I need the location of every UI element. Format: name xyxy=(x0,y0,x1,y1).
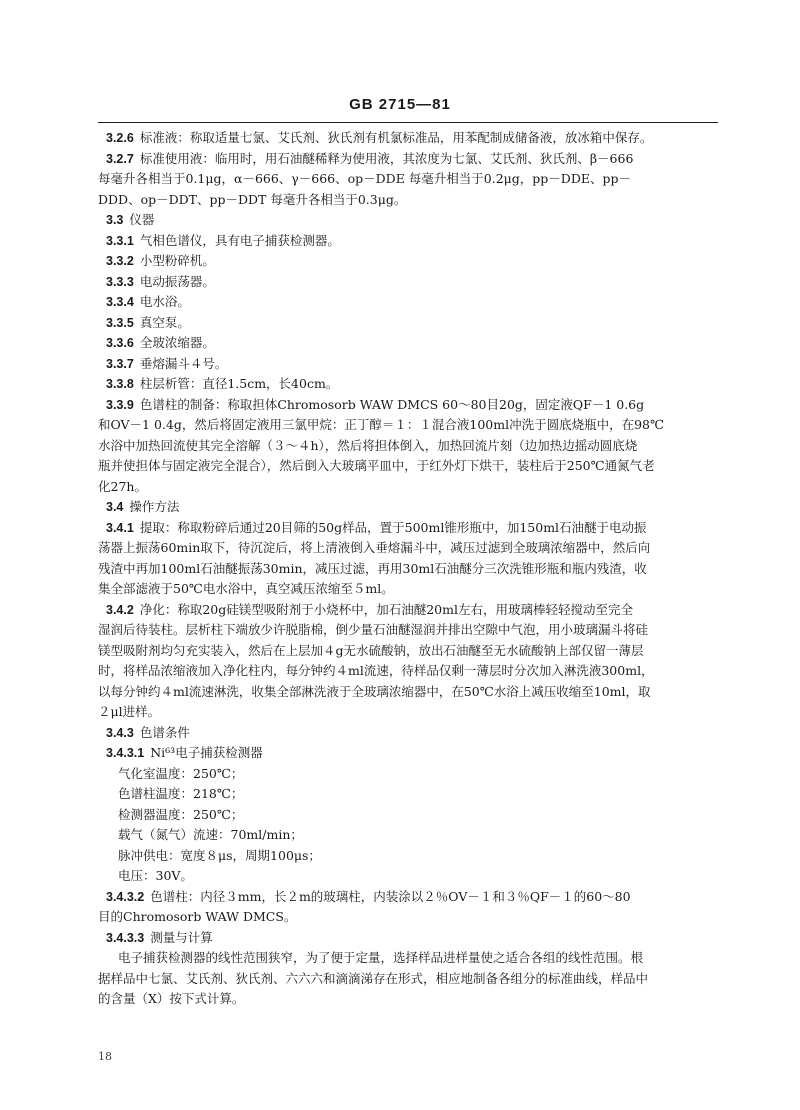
text-line xyxy=(98,538,718,559)
clause-text: 载气（氮气）流速：70ml/min； xyxy=(118,827,303,842)
clause-text: 标准使用液：临用时，用石油醚稀释为使用液，其浓度为七氯、艾氏剂、狄氏剂、β－666 xyxy=(139,150,634,166)
clause-text: 电压：30V。 xyxy=(118,868,193,883)
clause-text: 电动振荡器。 xyxy=(139,273,215,289)
clause-number: 3.2.7 xyxy=(106,151,134,166)
clause-number: 3.3.7 xyxy=(106,356,134,371)
text-line xyxy=(98,702,718,723)
clause-text: 色谱条件 xyxy=(139,724,190,740)
clause-number: 3.3.4 xyxy=(106,295,134,309)
text-line xyxy=(98,784,718,805)
text-line xyxy=(98,251,718,272)
text-line xyxy=(98,354,718,375)
text-line xyxy=(98,313,718,334)
text-line xyxy=(98,948,718,969)
text-line xyxy=(98,231,718,252)
text-line xyxy=(98,969,718,990)
clause-number: 3.4.2 xyxy=(106,602,134,617)
text-line xyxy=(98,210,718,231)
clause-text: 测量与计算 xyxy=(150,929,213,945)
clause-number: 3.3.6 xyxy=(106,336,134,350)
text-line xyxy=(98,661,718,682)
clause-text: 化27h。 xyxy=(98,478,147,494)
text-line xyxy=(98,518,718,539)
clause-text: 据样品中七氯、艾氏剂、狄氏剂、六六六和滴滴涕存在形式，相应地制备各组分的标准曲线，样品中 xyxy=(98,970,649,986)
clause-text: 提取：称取粉碎后通过20目筛的50g样品，置于500ml锥形瓶中，加150ml石油醚于电动振 xyxy=(139,519,647,535)
text-line xyxy=(98,723,718,744)
clause-text: 和OV－1 0.4g，然后将固定液用三氯甲烷：正丁醇＝１：１混合液100ml冲洗于圆底烧瓶中，在98℃ xyxy=(98,417,664,432)
clause-text: 仪器 xyxy=(129,212,155,227)
clause-text: 操作方法 xyxy=(129,499,180,514)
page-number: 18 xyxy=(98,1050,112,1063)
clause-text: 时，将样品浓缩液加入净化柱内，每分钟约４ml流速，待样品仅剩一薄层时分次加入淋洗液300ml， xyxy=(98,663,654,678)
text-line xyxy=(98,559,718,580)
text-line xyxy=(98,497,718,518)
text-line xyxy=(98,846,718,867)
clause-text: 镁型吸附剂均匀充实装入，然后在上层加４g无水硫酸钠，放出石油醚至无水硫酸钠上部仅留一薄层 xyxy=(98,642,644,658)
clause-text: 小型粉碎机。 xyxy=(139,253,215,268)
text-line xyxy=(98,333,718,354)
text-line xyxy=(98,764,718,785)
clause-text: 电子捕获检测器的线性范围狭窄，为了便于定量，选择样品进样量使之适合各组的线性范围。根 xyxy=(118,950,644,965)
clause-text: 目的Chromosorb WAW DMCS。 xyxy=(98,909,297,924)
clause-text: 残渣中再加100ml石油醚振荡30min，减压过滤，再用30ml石油醚分三次洗锥形瓶和瓶内残渣，收 xyxy=(98,560,647,576)
clause-text: 净化：称取20g硅镁型吸附剂于小烧杯中，加石油醚20ml左右，用玻璃棒轻轻搅动至完全 xyxy=(139,601,633,617)
clause-number: 3.3 xyxy=(106,213,124,227)
clause-number: 3.4.3.1 xyxy=(106,746,145,760)
text-line xyxy=(98,436,718,457)
clause-text: 柱层析管：直径1.5cm，长40cm。 xyxy=(139,376,339,391)
clause-text: 集全部滤液于50℃电水浴中，真空减压浓缩至５ml。 xyxy=(98,581,394,596)
clause-text: 检测器温度：250℃； xyxy=(118,806,244,822)
clause-number: 3.3.1 xyxy=(106,233,134,248)
clause-text: 瓶并使担体与固定液完全混合），然后倒入大玻璃平皿中，于红外灯下烘干，装柱后于250℃通氮气老 xyxy=(98,458,655,473)
clause-number: 3.4.1 xyxy=(106,520,134,535)
clause-text: 垂熔漏斗４号。 xyxy=(139,355,228,371)
clause-text: 水浴中加热回流使其完全溶解（３～４h），然后将担体倒入，加热回流片刻（边加热边摇动圆底烧 xyxy=(98,437,638,453)
clause-text: 脉冲供电：宽度８μs，周期100μs； xyxy=(118,847,321,863)
text-line xyxy=(98,907,718,928)
clause-number: 3.4.3 xyxy=(106,725,134,740)
clause-number: 3.3.3 xyxy=(106,274,134,289)
clause-number: 3.4 xyxy=(106,500,124,514)
clause-number: 3.3.9 xyxy=(106,397,134,412)
text-line xyxy=(98,989,718,1010)
clause-text: 色谱柱：内径３mm，长２m的玻璃柱，内装涂以２％OV－１和３％QF－１的60～80 xyxy=(150,888,631,904)
clause-text: 电水浴。 xyxy=(139,294,190,309)
clause-text: Ni⁶³电子捕获检测器 xyxy=(150,745,263,760)
text-line xyxy=(98,825,718,846)
text-line xyxy=(98,190,718,211)
header-rule xyxy=(98,122,718,123)
clause-number: 3.2.6 xyxy=(106,131,134,145)
text-line xyxy=(98,456,718,477)
clause-text: 的含量（X）按下式计算。 xyxy=(98,991,245,1006)
text-line xyxy=(98,149,718,170)
clause-number: 3.3.8 xyxy=(106,377,134,391)
text-line xyxy=(98,579,718,600)
text-line xyxy=(98,272,718,293)
standard-header: GB 2715—81 xyxy=(349,96,451,113)
clause-text: 气化室温度：250℃； xyxy=(118,765,244,781)
clause-text: 荡器上振荡60min取下，待沉淀后，将上清液倒入垂熔漏斗中，减压过滤到全玻璃浓缩器中，然后向 xyxy=(98,540,651,555)
text-line xyxy=(98,374,718,395)
text-line xyxy=(98,805,718,826)
text-line xyxy=(98,682,718,703)
text-line xyxy=(98,928,718,949)
document-body xyxy=(98,128,718,1010)
text-line xyxy=(98,743,718,764)
text-line xyxy=(98,292,718,313)
clause-number: 3.3.2 xyxy=(106,254,134,268)
clause-number: 3.4.3.2 xyxy=(106,889,145,904)
text-line xyxy=(98,620,718,641)
clause-number: 3.4.3.3 xyxy=(106,930,145,945)
clause-text: 气相色谱仪，具有电子捕获检测器。 xyxy=(139,232,340,248)
clause-number: 3.3.5 xyxy=(106,315,134,330)
clause-text: 色谱柱温度：218℃； xyxy=(118,786,244,801)
text-line xyxy=(98,477,718,498)
text-line xyxy=(98,866,718,887)
clause-text: DDD、op－DDT、pp－DDT 每毫升各相当于0.3μg。 xyxy=(98,191,407,207)
text-line xyxy=(98,600,718,621)
text-line xyxy=(98,641,718,662)
clause-text: ２μl进样。 xyxy=(98,704,161,719)
text-line xyxy=(98,887,718,908)
text-line xyxy=(98,395,718,416)
clause-text: 以每分钟约４ml流速淋洗，收集全部淋洗液于全玻璃浓缩器中，在50℃水浴上减压收缩至10ml，取 xyxy=(98,683,651,699)
clause-text: 每毫升各相当于0.1μg，α－666、γ－666、op－DDE 每毫升相当于0.2μg，pp－DDE、pp－ xyxy=(98,171,631,186)
text-line xyxy=(98,169,718,190)
clause-text: 色谱柱的制备：称取担体Chromosorb WAW DMCS 60～80目20g，固定液QF－1 0.6g xyxy=(139,396,645,412)
text-line xyxy=(98,415,718,436)
clause-text: 全玻浓缩器。 xyxy=(139,335,215,350)
clause-text: 真空泵。 xyxy=(139,314,190,330)
clause-text: 标准液：称取适量七氯、艾氏剂、狄氏剂有机氯标准品，用苯配制成储备液，放冰箱中保存。 xyxy=(139,130,653,145)
clause-text: 湿润后待装柱。层析柱下端放少许脱脂棉，倒少量石油醚湿润并排出空隙中气泡，用小玻璃漏斗将硅 xyxy=(98,622,649,637)
text-line xyxy=(98,128,718,149)
